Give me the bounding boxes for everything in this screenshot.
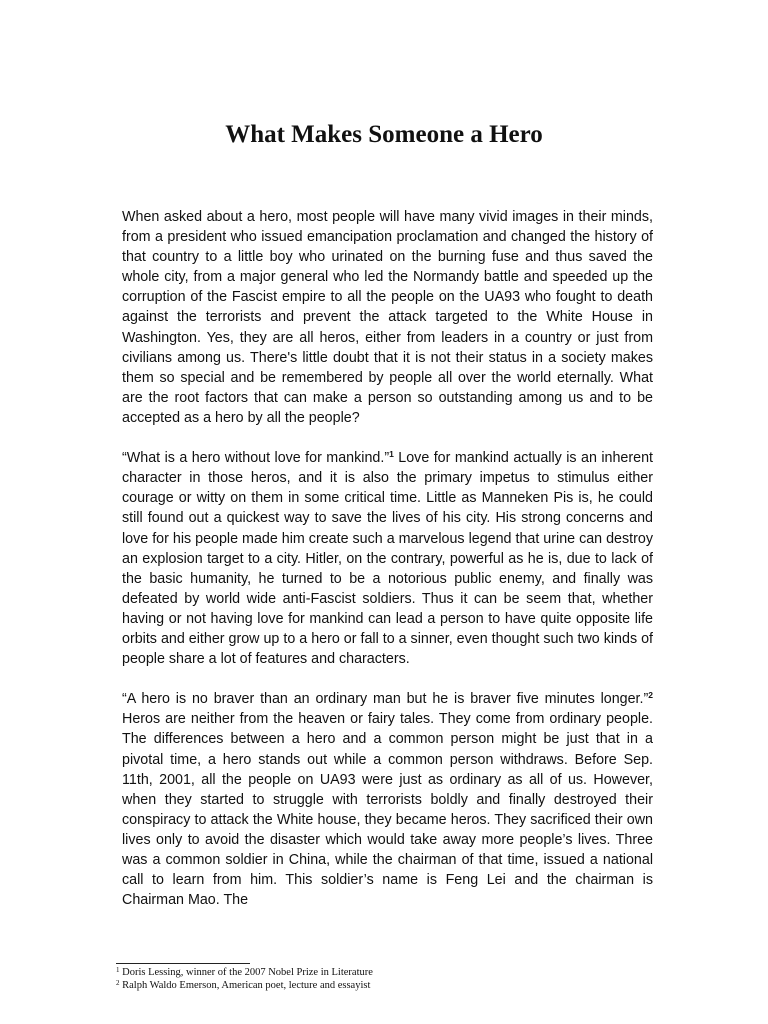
page-title: What Makes Someone a Hero xyxy=(225,121,543,148)
footnote-separator xyxy=(116,963,250,964)
essay-body xyxy=(122,207,653,930)
paragraph-1 xyxy=(122,207,653,428)
footnote-number: 1 xyxy=(116,966,120,974)
footnote-ref-1: 1 xyxy=(389,449,394,460)
footnote-1 xyxy=(116,966,676,979)
paragraph-2 xyxy=(122,448,653,669)
paragraph-text: Heros are neither from the heaven or fairy tales. They come from ordinary people. The differences between a hero and a common person might be just that in a pivotal time, a hero stands out while a common person withdraws. Before Sep. 11th, 2001, all the people on UA93 were just as ordinary as all of us. However, when they started to struggle with terrorists boldly and finally destroyed their conspiracy to attack the White house, they became heros. They sacrificed their own lives only to avoid the disaster which would take away more people’s lives. Three was a common soldier in China, while the chairman of that time, issued a national call to learn from him. This soldier’s name is Feng Lei and the chairman is Chairman Mao. The xyxy=(122,711,653,909)
footnotes xyxy=(116,966,676,992)
footnote-2 xyxy=(116,979,676,992)
footnote-number: 2 xyxy=(116,979,120,987)
paragraph-3 xyxy=(122,689,653,910)
paragraph-text: Love for mankind actually is an inherent character in those heros, and it is also the primary impetus to stimulus either courage or witty on them in some critical time. Little as Manneken Pis is, he could still found out a quickest way to save the lives of his city. His strong concerns and love for his people made him create such a marvelous legend that urine can destroy an explosion target to a city. Hitler, on the contrary, powerful as he is, due to lack of the basic humanity, he turned to be a notorious public enemy, and finally was defeated by world wide anti-Fascist soldiers. Thus it can be seem that, whether having or not having love for mankind can lead a person to have quite opposite life orbits and either grow up to a hero or fall to a sinner, even thought such two kinds of people share a lot of features and characters. xyxy=(122,450,654,668)
quote-text: “A hero is no braver than an ordinary man but he is braver five minutes longer.” xyxy=(122,691,649,708)
footnote-text: Doris Lessing, winner of the 2007 Nobel Prize in Literature xyxy=(119,967,373,978)
footnote-ref-2: 2 xyxy=(648,690,653,701)
footnote-text: Ralph Waldo Emerson, American poet, lecture and essayist xyxy=(119,980,371,991)
paragraph-text: When asked about a hero, most people will have many vivid images in their minds, from a president who issued emancipation proclamation and changed the history of that country to a little boy who urinated on the burning fuse and thus saved the whole city, from a major general who led the Normandy battle and speeded up the corruption of the Fascist empire to all the people on the UA93 who fought to death against the terrorists and prevent the attack targeted to the White House in Washington. Yes, they are all heros, either from leaders in a country or just from civilians among us. There's little doubt that it is not their status in a society makes them so special and be remembered by people all over the world eternally. What are the root factors that can make a person so outstanding among us and to be accepted as a hero by all the people? xyxy=(122,209,653,426)
quote-text: “What is a hero without love for mankind.” xyxy=(122,450,390,467)
